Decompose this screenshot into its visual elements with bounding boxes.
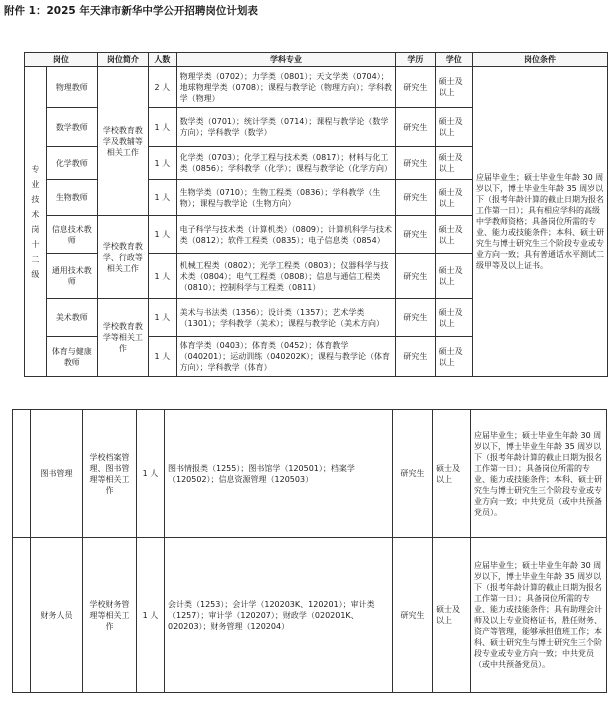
recruitment-table-staff xyxy=(12,409,607,693)
post-education: 研究生 xyxy=(396,299,435,337)
header-post: 岗位 xyxy=(25,53,98,67)
post-major: 机械工程类（0802）；光学工程类（0803）；仪器科学与技术类（0804）；电气工程类（0808）；信息与通信工程类（0810）；控制科学与工程类（0811） xyxy=(176,254,396,299)
post-name: 生物教师 xyxy=(46,180,97,216)
post-education: 研究生 xyxy=(396,108,435,147)
post-count: 1 人 xyxy=(149,299,177,337)
post-degree: 硕士及以上 xyxy=(435,180,472,216)
post-degree: 硕士及以上 xyxy=(433,410,471,538)
post-name: 物理教师 xyxy=(46,67,97,108)
post-degree: 硕士及以上 xyxy=(435,147,472,180)
post-degree: 硕士及以上 xyxy=(435,299,472,337)
post-count: 1 人 xyxy=(149,254,177,299)
post-condition: 应届毕业生；硕士毕业生年龄 30 周岁以下，博士毕业生年龄 35 周岁以下（报考年龄计算的截止日期为报名工作第一日）；具备岗位所需的专业、能力或技能条件；具有助理会计师及以上专业资格证书，胜任财务、资产等管理，能够承担值班工作；本科、硕士研究生与博士研究生三个阶段专业或专业方向一致；中共党员（或中共预备党员）。 xyxy=(471,538,607,693)
post-major: 电子科学与技术类（计算机类）（0809）；计算机科学与技术类（0812）；软件工程类（0835）；电子信息类（0854） xyxy=(176,216,396,254)
post-major: 化学类（0703）；化学工程与技术类（0817）；材料与化工类（0856）；学科教学（化学）；课程与教学论（化学方向） xyxy=(176,147,396,180)
post-name: 化学教师 xyxy=(46,147,97,180)
post-name: 图书管理 xyxy=(31,410,83,538)
header-count: 人数 xyxy=(149,53,177,67)
post-count: 1 人 xyxy=(137,538,165,693)
post-education: 研究生 xyxy=(396,67,435,108)
post-count: 1 人 xyxy=(149,216,177,254)
post-count: 1 人 xyxy=(149,147,177,180)
post-degree: 硕士及以上 xyxy=(435,67,472,108)
post-degree: 硕士及以上 xyxy=(435,337,472,377)
post-name: 美术教师 xyxy=(46,299,97,337)
header-education: 学历 xyxy=(396,53,435,67)
post-name: 信息技术教师 xyxy=(46,216,97,254)
post-degree: 硕士及以上 xyxy=(433,538,471,693)
header-condition: 岗位条件 xyxy=(472,53,607,67)
post-education: 研究生 xyxy=(396,180,435,216)
header-degree: 学位 xyxy=(435,53,472,67)
post-name: 财务人员 xyxy=(31,538,83,693)
post-major: 体育学类（0403）；体育类（0452）；体育教学（040201）；运动训练（040202K）；课程与教学论（体育方向）；学科教学（体育） xyxy=(176,337,396,377)
page-title: 附件 1：2025 年天津市新华中学公开招聘岗位计划表 xyxy=(4,5,258,17)
group-label-cell xyxy=(25,67,47,377)
post-major: 图书情报类（1255）；图书馆学（120501）；档案学（120502）；信息资源管理（120503） xyxy=(165,410,393,538)
post-intro: 学校财务管理等相关工作 xyxy=(83,538,137,693)
post-degree: 硕士及以上 xyxy=(435,254,472,299)
post-condition: 应届毕业生；硕士毕业生年龄 30 周岁以下，博士毕业生年龄 35 周岁以下（报考年龄计算的截止日期为报名工作第一日）；具备岗位所需的专业、能力或技能条件；本科、硕士研究生与博士研究生三个阶段专业或专业方向一致；中共党员（或中共预备党员）。 xyxy=(471,410,607,538)
post-education: 研究生 xyxy=(396,216,435,254)
post-name: 体育与健康教师 xyxy=(46,337,97,377)
table-row xyxy=(13,410,607,538)
table-row xyxy=(13,538,607,693)
post-major: 物理学类（0702）；力学类（0801）；天文学类（0704）；地球物理学类（0708）；课程与教学论（物理方向）；学科教学（物理） xyxy=(176,67,396,108)
post-education: 研究生 xyxy=(396,147,435,180)
post-education: 研究生 xyxy=(396,254,435,299)
table-row xyxy=(25,67,608,108)
post-condition: 应届毕业生；硕士毕业生年龄 30 周岁以下，博士毕业生年龄 35 周岁以下（报考年龄计算的截止日期为报名工作第一日）；具有相应学科的高级中学教师资格；具备岗位所需的专业、能力或技能条件；本科、硕士研究生与博士研究生三个阶段专业或专业方向一致；具有普通话水平测试二级甲等及以上证书。 xyxy=(472,67,607,377)
post-count: 1 人 xyxy=(137,410,165,538)
post-name: 通用技术教师 xyxy=(46,254,97,299)
post-major: 美术与书法类（1356）；设计类（1357）；艺术学类（1301）；学科教学（美术）；课程与教学论（美术方向） xyxy=(176,299,396,337)
post-major: 数学类（0701）；统计学类（0714）；课程与教学论（数学方向）；学科教学（数学） xyxy=(176,108,396,147)
post-education: 研究生 xyxy=(393,410,433,538)
post-intro: 学校教育教学及教辅等相关工作 xyxy=(97,67,148,216)
post-name: 数学教师 xyxy=(46,108,97,147)
post-intro: 学校教育教学、行政等相关工作 xyxy=(97,216,148,299)
post-count: 1 人 xyxy=(149,337,177,377)
row-spacer-cell xyxy=(13,410,31,538)
post-major: 会计类（1253）；会计学（120203K、120201）；审计类（1257）；审计学（120207）；财政学（020201K、020203）；财务管理（120204） xyxy=(165,538,393,693)
post-intro: 学校档案管理、图书管理等相关工作 xyxy=(83,410,137,538)
post-intro: 学校教育教学等相关工作 xyxy=(97,299,148,377)
table-header-row xyxy=(25,53,608,67)
post-count: 2 人 xyxy=(149,67,177,108)
header-intro: 岗位简介 xyxy=(97,53,148,67)
post-degree: 硕士及以上 xyxy=(435,216,472,254)
post-count: 1 人 xyxy=(149,108,177,147)
header-major: 学科专业 xyxy=(176,53,396,67)
post-education: 研究生 xyxy=(393,538,433,693)
row-spacer-cell xyxy=(13,538,31,693)
post-major: 生物学类（0710）；生物工程类（0836）；学科教学（生物）；课程与教学论（生物方向） xyxy=(176,180,396,216)
group-label: 专业技术岗十二级 xyxy=(31,164,40,279)
post-count: 1 人 xyxy=(149,180,177,216)
post-degree: 硕士及以上 xyxy=(435,108,472,147)
post-education: 研究生 xyxy=(396,337,435,377)
recruitment-table-teachers xyxy=(24,52,608,377)
